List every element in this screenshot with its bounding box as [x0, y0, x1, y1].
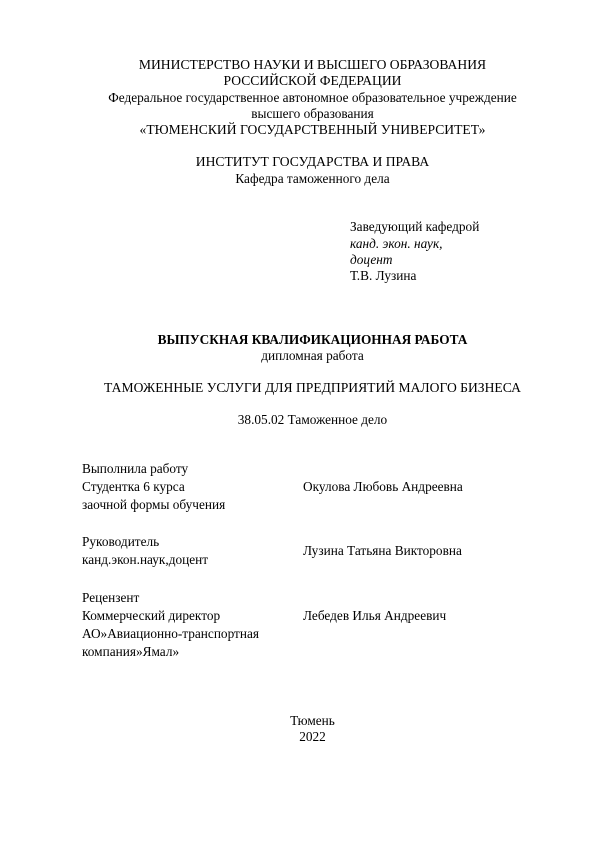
- work-title: ТАМОЖЕННЫЕ УСЛУГИ ДЛЯ ПРЕДПРИЯТИЙ МАЛОГО БИЗНЕСА: [104, 380, 521, 395]
- supervisor-name: Лузина Татьяна Викторовна: [303, 543, 462, 558]
- reviewer-position: Коммерческий директор: [82, 608, 221, 623]
- institute-name: ИНСТИТУТ ГОСУДАРСТВА И ПРАВА: [195, 154, 430, 169]
- ministry-line-2: РОССИЙСКОЙ ФЕДЕРАЦИИ: [223, 73, 402, 88]
- work-subtype: дипломная работа: [261, 348, 364, 363]
- author-name: Окулова Любовь Андреевна: [303, 479, 463, 494]
- author-study-form: заочной формы обучения: [82, 497, 226, 512]
- approval-position: Заведующий кафедрой: [350, 219, 480, 234]
- reviewer-name: Лебедев Илья Андреевич: [303, 608, 447, 623]
- department-name: Кафедра таможенного дела: [235, 171, 390, 186]
- author-course: Студентка 6 курса: [82, 479, 185, 494]
- approval-rank: доцент: [350, 252, 393, 267]
- author-label: Выполнила работу: [82, 461, 189, 476]
- reviewer-company-2: компания»Ямал»: [82, 644, 180, 659]
- specialty: 38.05.02 Таможенное дело: [237, 412, 388, 427]
- institution-line-2: высшего образования: [251, 106, 374, 121]
- approval-name: Т.В. Лузина: [350, 268, 417, 283]
- city: Тюмень: [290, 713, 335, 728]
- reviewer-label: Рецензент: [82, 590, 140, 605]
- reviewer-company-1: АО»Авиационно-транспортная: [82, 626, 260, 641]
- supervisor-degree: канд.экон.наук,доцент: [82, 552, 209, 567]
- year: 2022: [299, 729, 326, 744]
- work-type: ВЫПУСКНАЯ КВАЛИФИКАЦИОННАЯ РАБОТА: [157, 332, 468, 347]
- supervisor-label: Руководитель: [82, 534, 160, 549]
- ministry-line-1: МИНИСТЕРСТВО НАУКИ И ВЫСШЕГО ОБРАЗОВАНИЯ: [138, 57, 487, 72]
- approval-degree: канд. экон. наук,: [350, 236, 443, 251]
- university-name: «ТЮМЕНСКИЙ ГОСУДАРСТВЕННЫЙ УНИВЕРСИТЕТ»: [139, 122, 486, 137]
- institution-line-1: Федеральное государственное автономное образовательное учреждение: [108, 90, 517, 105]
